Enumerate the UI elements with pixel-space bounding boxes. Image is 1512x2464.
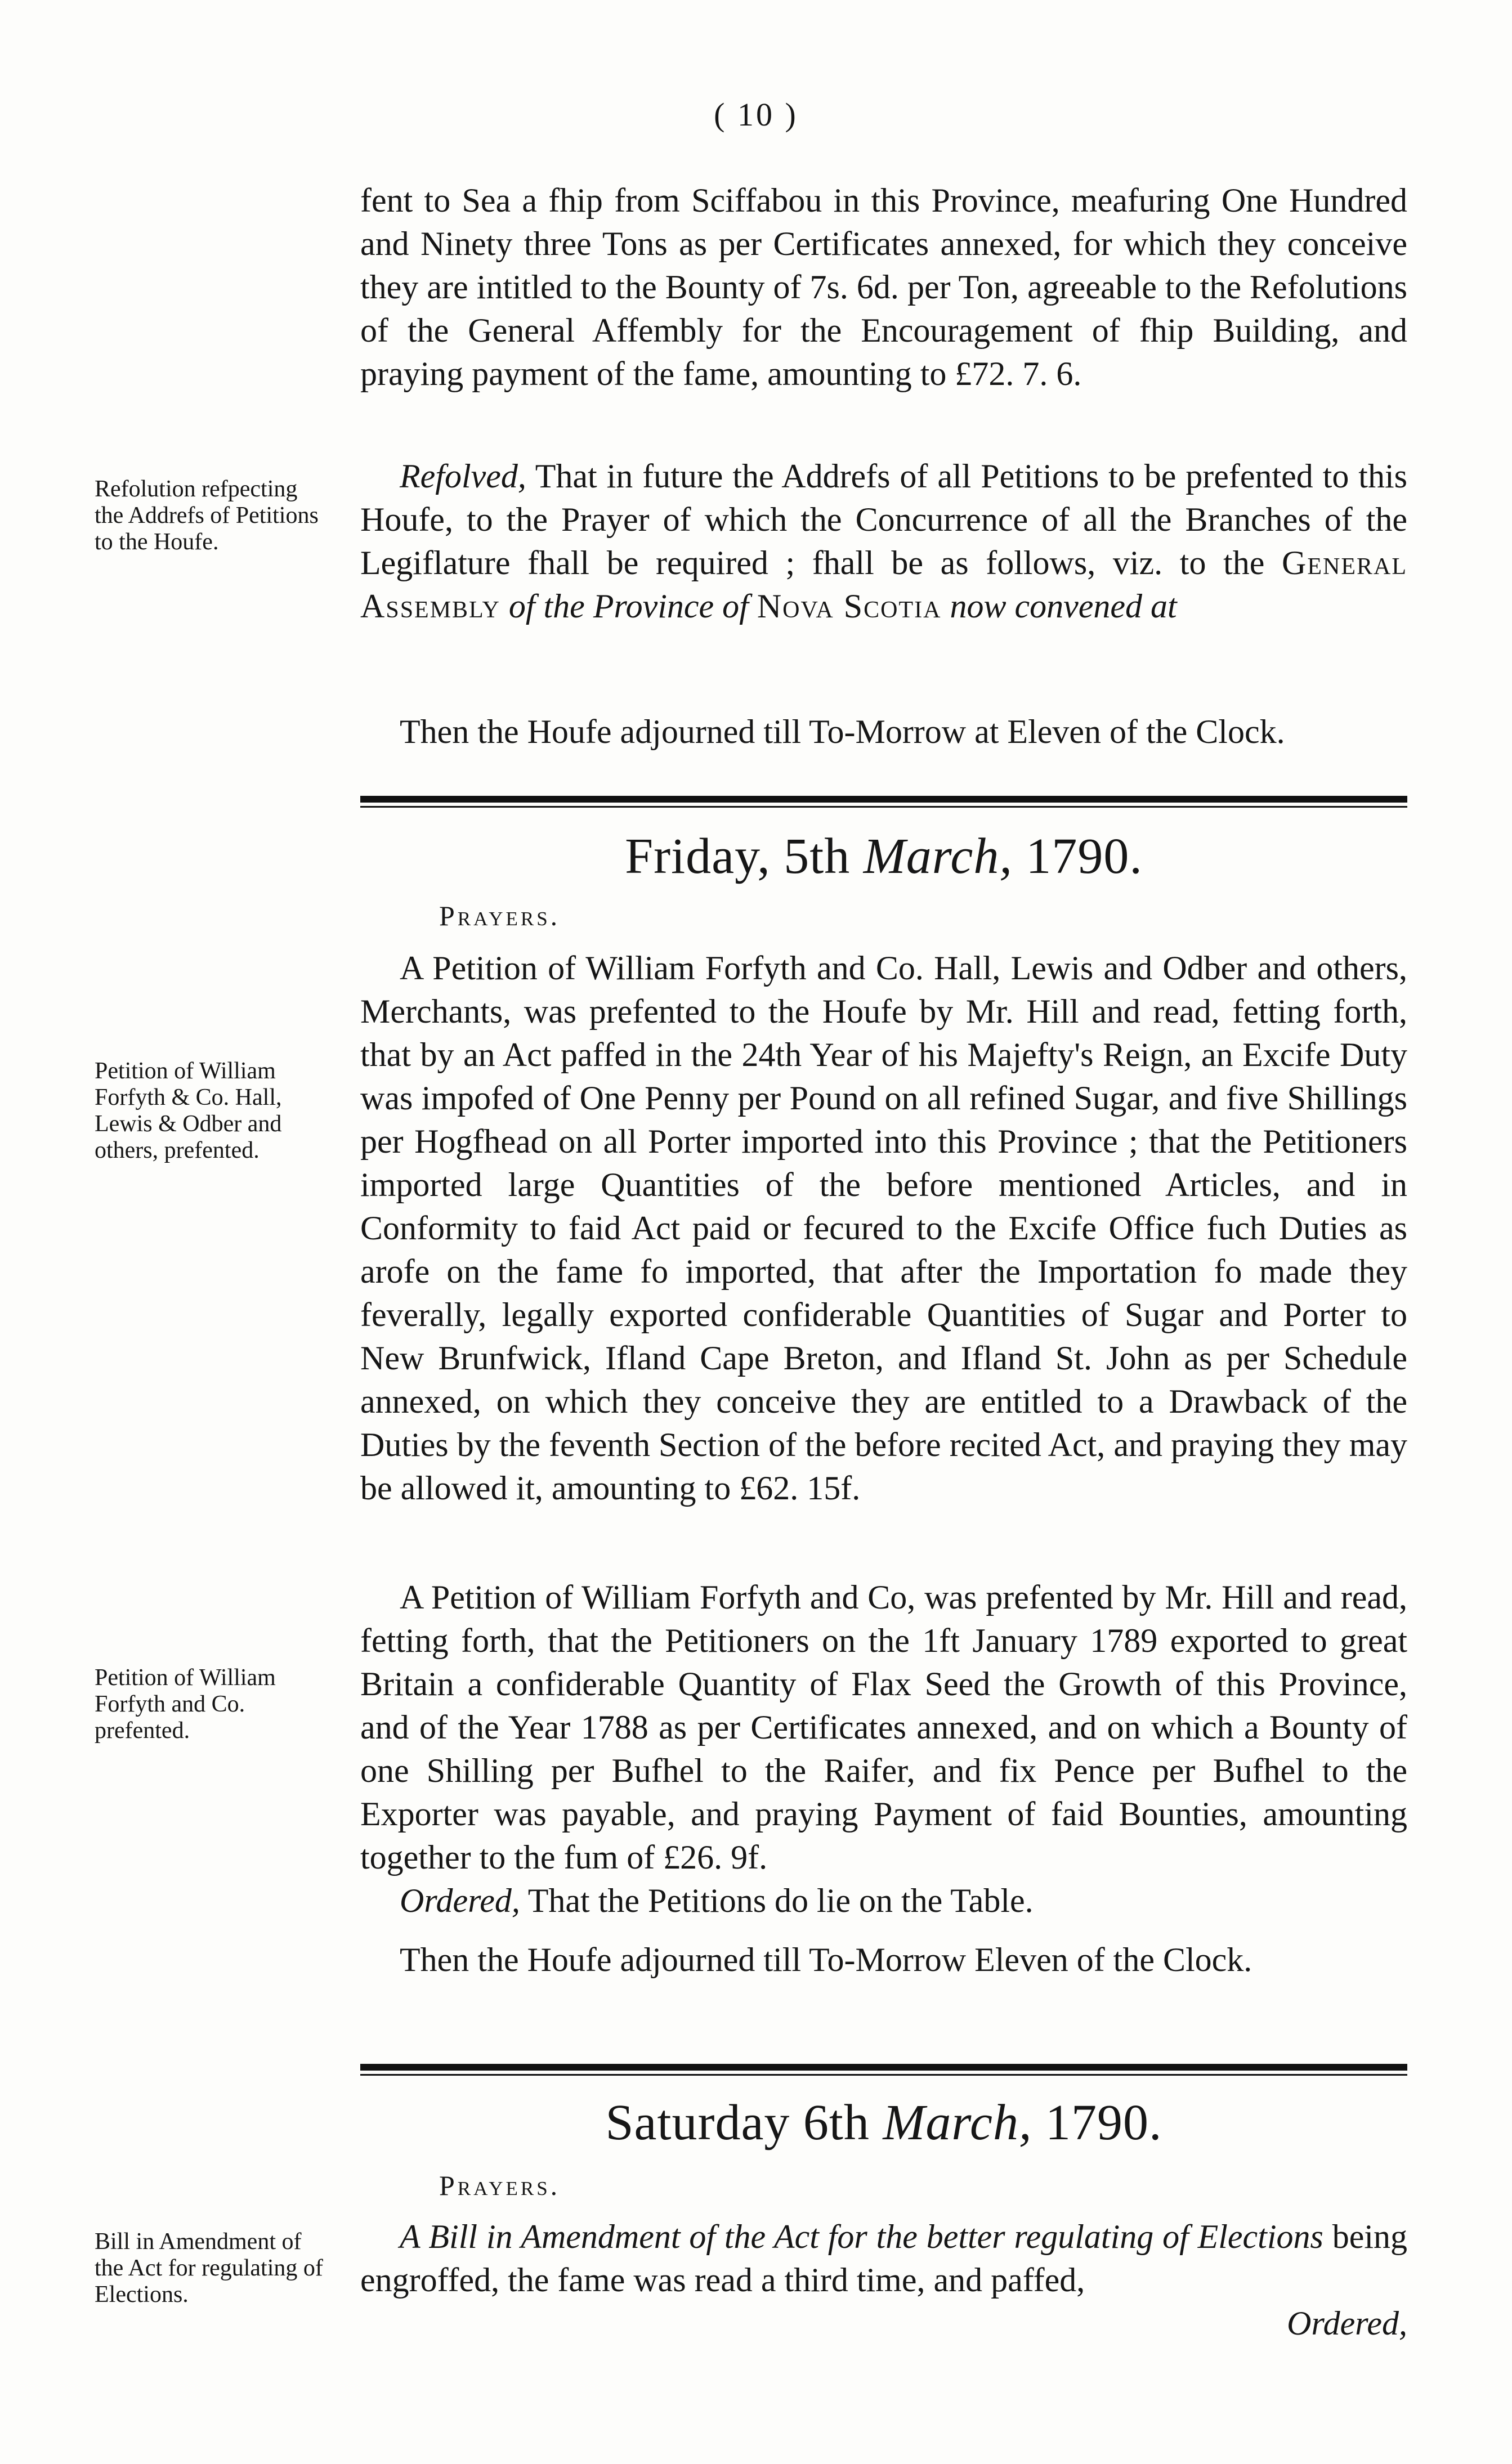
continuation-text: fent to Sea a fhip from Sciffabou in this Province, meafuring One Hundred and Ninety three Tons as per Certificates annexed, for which they conceive they are intitled to the Bounty of 7s. 6d. per Ton, agreeable to the Refolutions of the General Affembly for the Encouragement of fhip Building, and praying payment of the fame, amounting to £72. 7. 6. bbox=[360, 182, 1407, 392]
heading-friday-month: March, bbox=[863, 828, 1013, 884]
catchword bbox=[360, 2302, 1407, 2345]
bill-paragraph bbox=[360, 2215, 1407, 2345]
heading-friday bbox=[360, 827, 1407, 885]
heading-saturday-year: 1790. bbox=[1032, 2095, 1162, 2151]
heading-saturday-pre: Saturday 6th bbox=[605, 2095, 883, 2151]
general-assembly: General Assembly bbox=[360, 544, 1407, 625]
adjourn-text-1: Then the Houfe adjourned till To-Morrow at Eleven of the Clock. bbox=[400, 713, 1285, 750]
section-rule-2-thin bbox=[360, 2074, 1407, 2076]
heading-friday-year: 1790. bbox=[1012, 828, 1143, 884]
resolved-word: Refolved, bbox=[400, 458, 526, 495]
catchword-text: Ordered, bbox=[1287, 2305, 1407, 2342]
heading-saturday-month: March, bbox=[883, 2095, 1032, 2151]
petition-1-text: A Petition of William Forfyth and Co. Hall, Lewis and Odber and others, Merchants, was prefented to the Houfe by Mr. Hill and read, fetting forth, that by an Act paffed in the 24th Year of his Majefty's Reign, an Excife Duty was impofed of One Penny per Pound on all refined Sugar, and five Shillings per Hogfhead on all Porter imported into this Province ; that the Petitioners imported large Quantities of the before mentioned Articles, and in Conformity to faid Act paid or fecured to the Excife Office fuch Duties as arofe on the fame fo imported, that after the Importation fo made they feverally, legally exported confiderable Quantities of Sugar and Porter to New Brunfwick, Ifland Cape Breton, and Ifland St. John as per Schedule annexed, on which they conceive they are entitled to a Drawback of the Duties by the feventh Section of the before recited Act, and praying they may be allowed it, amounting to £62. 15f. bbox=[360, 949, 1407, 1507]
bill-text bbox=[360, 2215, 1407, 2302]
section-rule-1 bbox=[360, 796, 1407, 803]
ordered-paragraph bbox=[360, 1879, 1407, 1923]
page-number: ( 10 ) bbox=[714, 96, 798, 133]
petition-2-paragraph bbox=[360, 1576, 1407, 1982]
bill-title: A Bill in Amendment of the Act for the better regulating of Elections bbox=[400, 2218, 1323, 2255]
nova-scotia: Nova Scotia bbox=[757, 588, 942, 625]
prayers-friday: Prayers. bbox=[439, 900, 561, 931]
resolution-paragraph bbox=[360, 455, 1407, 628]
bill-body: being engroffed, the fame was read a third time, and paffed, bbox=[360, 2218, 1407, 2299]
of-the-province-of: of the Province of bbox=[500, 588, 757, 625]
petition-1-paragraph bbox=[360, 947, 1407, 1510]
petition-2-text: A Petition of William Forfyth and Co, was prefented by Mr. Hill and read, fetting forth, that the Petitioners on the 1ft January 1789 exported to great Britain a confiderable Quantity of Flax Seed the Growth of this Province, and of the Year 1788 as per Certificates annexed, and on which a Bounty of one Shilling per Bufhel to the Raifer, and fix Pence per Bufhel to the Exporter was payable, and praying Payment of faid Bounties, amounting together to the fum of £26. 9f. bbox=[360, 1579, 1407, 1876]
adjourn-text-2: Then the Houfe adjourned till To-Morrow Eleven of the Clock. bbox=[400, 1941, 1252, 1978]
adjourn-paragraph-1 bbox=[360, 710, 1407, 754]
section-rule-2 bbox=[360, 2064, 1407, 2071]
ordered-word: Ordered, bbox=[400, 1882, 520, 1919]
heading-friday-pre: Friday, 5th bbox=[625, 828, 864, 884]
ordered-text: That the Petitions do lie on the Table. bbox=[520, 1882, 1034, 1919]
margin-note-resolution: Refolution refpecting the Addrefs of Petitions to the Houfe. bbox=[95, 476, 319, 555]
resolution-text bbox=[360, 455, 1407, 628]
margin-note-petition-2: Petition of William Forfyth and Co. prefented. bbox=[95, 1665, 276, 1744]
now-convened-at: now convened at bbox=[941, 588, 1177, 625]
resolution-body: That in future the Addrefs of all Petitions to be prefented to this Houfe, to the Prayer of which the Concurrence of all the Branches of the Legiflature fhall be required ; fhall be as follows, viz. to the bbox=[360, 458, 1407, 581]
section-rule-1-thin bbox=[360, 806, 1407, 808]
margin-note-petition-1: Petition of William Forfyth & Co. Hall, Lewis & Odber and others, prefented. bbox=[95, 1058, 282, 1163]
continuation-paragraph bbox=[360, 179, 1407, 396]
heading-saturday bbox=[360, 2094, 1407, 2152]
margin-note-bill: Bill in Amendment of the Act for regulating of Elections. bbox=[95, 2229, 323, 2308]
prayers-saturday: Prayers. bbox=[439, 2170, 561, 2201]
